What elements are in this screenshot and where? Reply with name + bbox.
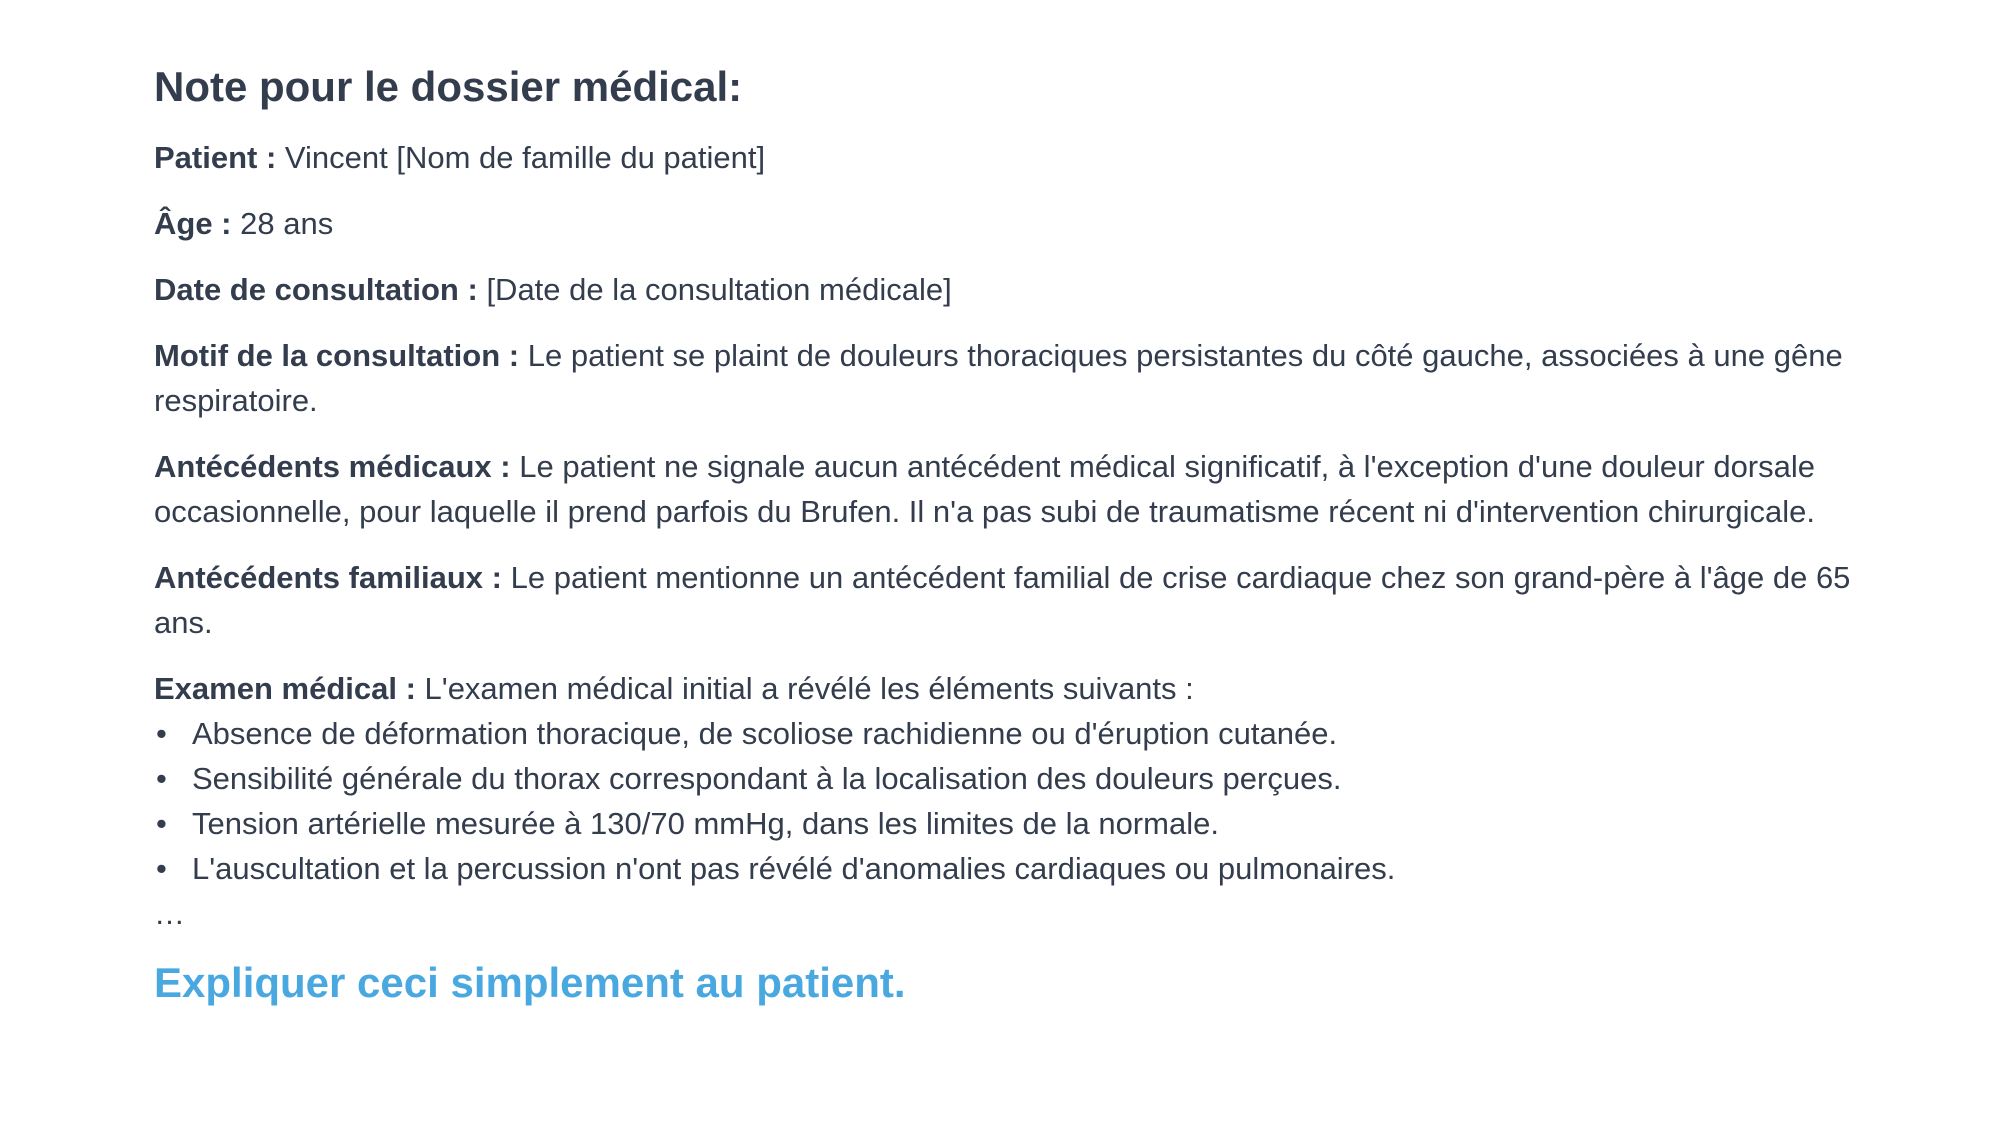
field-medical-history [154,444,1874,534]
list-item [154,756,1874,801]
bullet-icon: • [156,851,167,886]
list-item [154,711,1874,756]
field-value: Vincent [Nom de famille du patient] [284,140,766,175]
field-label: Date de consultation : [154,272,478,307]
field-patient [154,135,1874,180]
list-item [154,846,1874,891]
bullet-icon: • [156,761,167,796]
field-value: 28 ans [240,206,334,241]
list-item-text: Sensibilité générale du thorax correspondant à la localisation des douleurs perçues. [192,761,1342,796]
note-title: Note pour le dossier médical: [154,63,743,110]
list-item [154,801,1874,846]
ellipsis: … [154,896,185,931]
field-label: Antécédents familiaux : [154,560,502,595]
exam-heading [154,666,1874,711]
list-item-text: Tension artérielle mesurée à 130/70 mmHg, dans les limites de la normale. [192,806,1219,841]
field-value: Le patient mentionne un antécédent familial de crise cardiaque chez son grand-père à l'âge de 65 ans. [154,560,1851,640]
field-value: Le patient se plaint de douleurs thoraciques persistantes du côté gauche, associées à une gêne respiratoire. [154,338,1843,418]
exam-findings-list [154,711,1874,891]
field-label: Âge : [154,206,232,241]
field-label: Motif de la consultation : [154,338,520,373]
field-family-history [154,555,1874,645]
field-age [154,201,1874,246]
field-label: Antécédents médicaux : [154,449,511,484]
medical-note [154,59,1874,1011]
list-item-text: L'auscultation et la percussion n'ont pas révélé d'anomalies cardiaques ou pulmonaires. [192,851,1396,886]
field-label: Patient : [154,140,277,175]
bullet-icon: • [156,716,167,751]
field-consultation-date [154,267,1874,312]
field-consultation-reason [154,333,1874,423]
field-value: Le patient ne signale aucun antécédent médical significatif, à l'exception d'une douleur dorsale occasionnelle, pour laquelle il prend parfois du Brufen. Il n'a pas subi de traumatisme récent ni d'intervention chirurgicale. [154,449,1815,529]
field-value: [Date de la consultation médicale] [486,272,952,307]
exam-intro: L'examen médical initial a révélé les éléments suivants : [424,671,1194,706]
field-label: Examen médical : [154,671,416,706]
instruction-prompt: Expliquer ceci simplement au patient. [154,959,906,1006]
bullet-icon: • [156,806,167,841]
list-item-text: Absence de déformation thoracique, de scoliose rachidienne ou d'éruption cutanée. [192,716,1338,751]
